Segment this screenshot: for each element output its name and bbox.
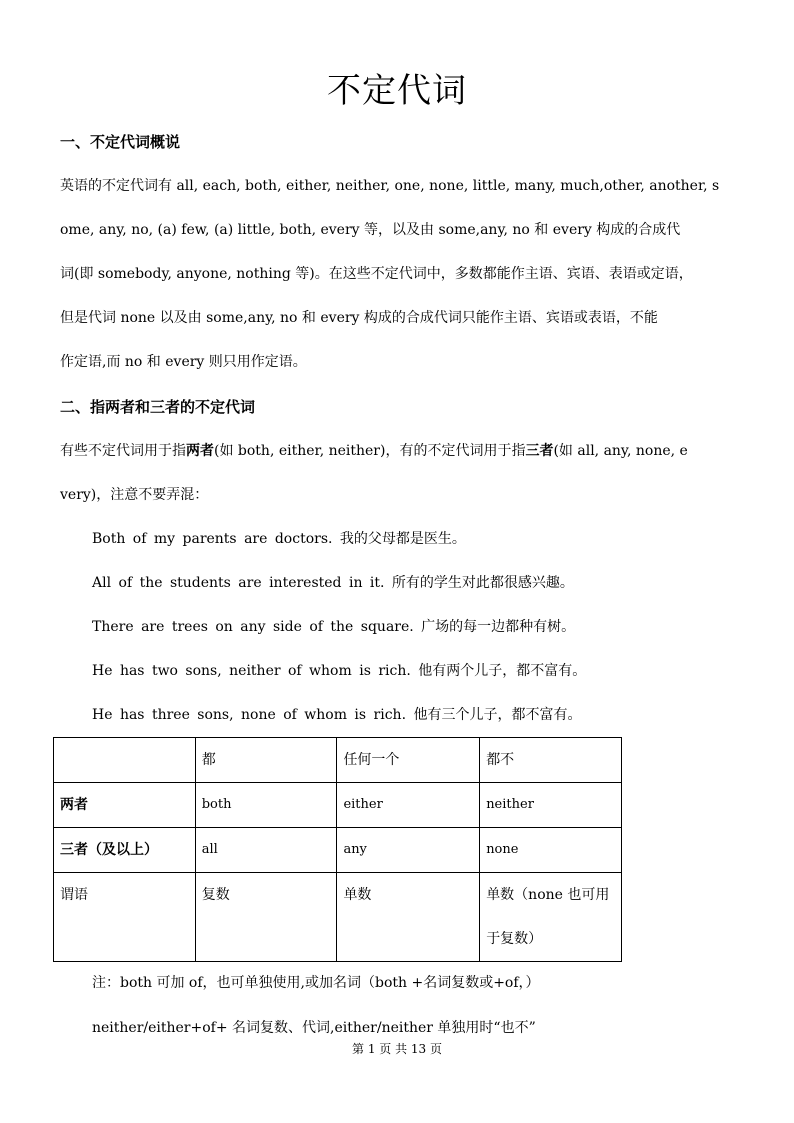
table-header-cell: 都 bbox=[195, 738, 337, 783]
note-line: 注：both 可加 of，也可单独使用,或加名词（both +名词复数或+of，） bbox=[92, 975, 540, 991]
table-row-predicate bbox=[54, 873, 622, 962]
cell-line: 单数（none 也可用 bbox=[486, 887, 610, 903]
section-heading-overview: 一、不定代词概说 bbox=[60, 133, 181, 151]
table-cell bbox=[480, 873, 622, 962]
note-line: neither/either+of+ 名词复数、代词,either/neither 单独用时“也不” bbox=[92, 1020, 536, 1036]
emphasis-three: 三者 bbox=[525, 443, 554, 459]
overview-paragraph bbox=[60, 164, 736, 384]
page-footer: 第 1 页 共 13 页 bbox=[352, 1042, 442, 1056]
cell-line: 于复数） bbox=[486, 931, 543, 947]
table-cell: none bbox=[480, 828, 622, 873]
emphasis-two: 两者 bbox=[186, 443, 214, 459]
table-cell: both bbox=[195, 783, 337, 828]
section-heading-two-and-three: 二、指两者和三者的不定代词 bbox=[60, 398, 256, 416]
row-label-two: 两者 bbox=[54, 783, 196, 828]
table-cell: 复数 bbox=[195, 873, 337, 962]
table-row bbox=[54, 828, 622, 873]
paragraph-line: 作定语,而 no 和 every 则只用作定语。 bbox=[60, 354, 307, 370]
row-label-predicate: 谓语 bbox=[54, 873, 196, 962]
paragraph-line: ome, any, no, (a) few, (a) little, both, every 等，以及由 some,any, no 和 every 构成的合成代 bbox=[60, 222, 681, 238]
paragraph-line: 但是代词 none 以及由 some,any, no 和 every 构成的合成代词只能作主语、宾语或表语，不能 bbox=[60, 310, 658, 326]
table-cell: either bbox=[337, 783, 480, 828]
paragraph-line: 英语的不定代词有 all, each, both, either, neither, one, none, little, many, much,other, another, s bbox=[60, 178, 720, 194]
example-sentence: He has three sons, none of whom is rich. 他有三个儿子，都不富有。 bbox=[92, 707, 582, 723]
paragraph-line: very)，注意不要弄混： bbox=[60, 487, 209, 503]
table-cell: neither bbox=[480, 783, 622, 828]
row-label-three: 三者（及以上） bbox=[54, 828, 196, 873]
example-sentence: Both of my parents are doctors. 我的父母都是医生。 bbox=[92, 531, 466, 547]
table-header-row bbox=[54, 738, 622, 783]
text-run: (如 both, either, neither)，有的不定代词用于指 bbox=[214, 443, 526, 459]
page-title: 不定代词 bbox=[327, 71, 467, 111]
text-run: (如 all, any, none, e bbox=[553, 443, 688, 459]
paragraph-line bbox=[60, 429, 736, 473]
example-sentence: There are trees on any side of the square. 广场的每一边都种有树。 bbox=[92, 619, 576, 635]
table-header-cell: 任何一个 bbox=[337, 738, 480, 783]
table-cell: any bbox=[337, 828, 480, 873]
example-sentence: He has two sons, neither of whom is rich. 他有两个儿子，都不富有。 bbox=[92, 663, 587, 679]
paragraph-line: 词(即 somebody, anyone, nothing 等)。在这些不定代词中，多数都能作主语、宾语、表语或定语， bbox=[60, 266, 693, 282]
intro-paragraph bbox=[60, 429, 736, 517]
table-header-cell: 都不 bbox=[480, 738, 622, 783]
text-run: 有些不定代词用于指 bbox=[60, 443, 186, 459]
table-row bbox=[54, 783, 622, 828]
pronoun-comparison-table bbox=[53, 737, 622, 962]
table-cell: all bbox=[195, 828, 337, 873]
table-cell: 单数 bbox=[337, 873, 480, 962]
example-sentence: All of the students are interested in it. 所有的学生对此都很感兴趣。 bbox=[92, 575, 574, 591]
table-cell bbox=[54, 738, 196, 783]
